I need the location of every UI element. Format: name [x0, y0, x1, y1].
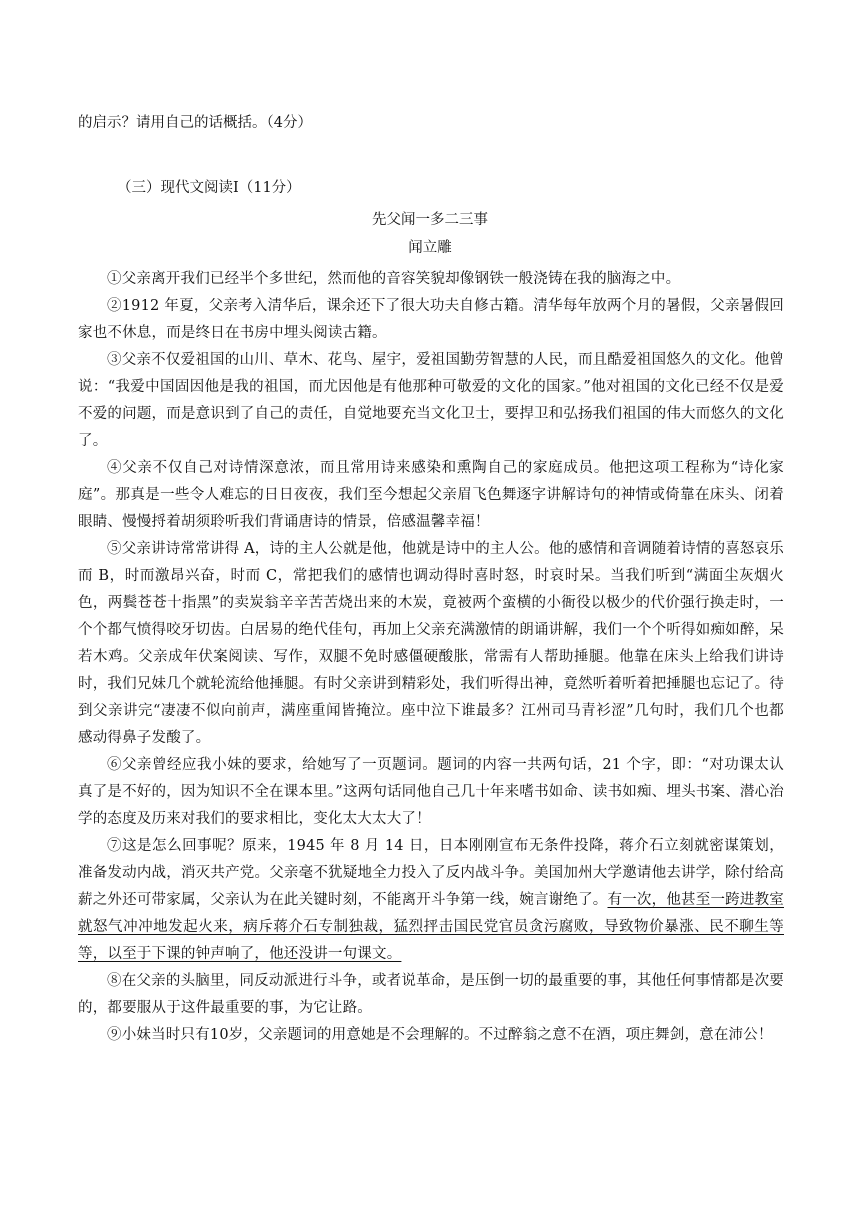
paragraph-7	[78, 833, 784, 968]
article-title: 先父闻一多二三事	[372, 212, 488, 228]
section-heading: （三）现代文阅读Ⅰ（11分）	[117, 180, 301, 196]
underlined-sentence: 有一次，他甚至一跨进教室就怒气冲冲地发起火来，病斥蒋介石专制独裁，猛烈抨击国民党官员贪污腐败，导致物价暴涨、民不聊生等等，以至于下课的钟声响了，他还没讲一句课文。	[78, 892, 784, 962]
paragraph-1: ①父亲离开我们已经半个多世纪，然而他的音容笑貌却像钢铁一般浇铸在我的脑海之中。	[107, 271, 681, 287]
paragraph-5: ⑤父亲讲诗常常讲得 A，诗的主人公就是他，他就是诗中的主人公。他的感情和音调随着诗情的喜怒哀乐而 B，时而激昂兴奋，时而 C，常把我们的感情也调动得时喜时怒，时哀时呆。当我们听到“满面尘灰烟火色，两鬓苍苍十指黑”的卖炭翁辛辛苦苦烧出来的木炭，竟被两个蛮横的小衙役以极少的代价强行换走时，一个个都气愤得咬牙切齿。白居易的绝代佳句，再加上父亲充满激情的朗诵讲解，我们一个个听得如痴如醉，呆若木鸡。父亲成年伏案阅读、写作，双腿不免时感僵硬酸胀，常需有人帮助捶腿。他靠在床头上给我们讲诗时，我们兄妹几个就轮流给他捶腿。有时父亲讲到精彩处，我们听得出神，竟然听着听着把捶腿也忘记了。待到父亲讲完“凄凄不似向前声，满座重闻皆掩泣。座中泣下谁最多？江州司马青衫涩”几句时，我们几个也都感动得鼻子发酸了。	[78, 541, 784, 746]
paragraph-9: ⑨小妹当时只有10岁，父亲题词的用意她是不会理解的。不过醉翁之意不在酒，项庄舞剑，意在沛公！	[107, 1027, 773, 1043]
paragraph-6: ⑥父亲曾经应我小妹的要求，给她写了一页题词。题词的内容一共两句话，21 个字，即：“对功课太认真了是不好的，因为知识不全在课本里。”这两句话同他自己几十年来嗜书如命、读书如痴、埋头书案、潜心治学的态度及历来对我们的要求相比，变化太大太大了！	[78, 757, 784, 827]
paragraph-4: ④父亲不仅自己对诗情深意浓，而且常用诗来感染和熏陶自己的家庭成员。他把这项工程称为“诗化家庭”。那真是一些令人难忘的日日夜夜，我们至今想起父亲眉飞色舞逐字讲解诗句的神情或倚靠在床头、闭着眼睛、慢慢捋着胡须聆听我们背诵唐诗的情景，倍感温馨幸福！	[78, 460, 784, 530]
article-body	[78, 266, 784, 1049]
paragraph-2: ②1912 年夏，父亲考入清华后，课余还下了很大功夫自修古籍。清华每年放两个月的暑假，父亲暑假回家也不休息，而是终日在书房中埋头阅读古籍。	[78, 298, 784, 341]
article-author: 闻立雕	[408, 240, 452, 256]
paragraph-3: ③父亲不仅爱祖国的山川、草木、花鸟、屋宇，爱祖国勤劳智慧的人民，而且酷爱祖国悠久的文化。他曾说：“我爱中国固因他是我的祖国，而尤因他是有他那种可敬爱的文化的国家。”他对祖国的文化已经不仅是爱不爱的问题，而是意识到了自己的责任，自觉地要充当文化卫士，要捍卫和弘扬我们祖国的伟大而悠久的文化了。	[78, 352, 784, 449]
previous-question-tail: 的启示？请用自己的话概括。（4分）	[78, 115, 312, 131]
paragraph-7-text: ⑦这是怎么回事呢？原来，1945 年 8 月 14 日，日本刚刚宣布无条件投降，蒋介石立刻就密谋策划，准备发动内战，消灭共产党。父亲毫不犹疑地全力投入了反内战斗争。美国加州大学邀请他去讲学，除付给高薪之外还可带家属，父亲认为在此关键时刻，不能离开斗争第一线，婉言谢绝了。	[78, 838, 784, 908]
paragraph-8: ⑧在父亲的头脑里，同反动派进行斗争，或者说革命，是压倒一切的最重要的事，其他任何事情都是次要的，都要服从于这件最重要的事，为它让路。	[78, 973, 784, 1016]
